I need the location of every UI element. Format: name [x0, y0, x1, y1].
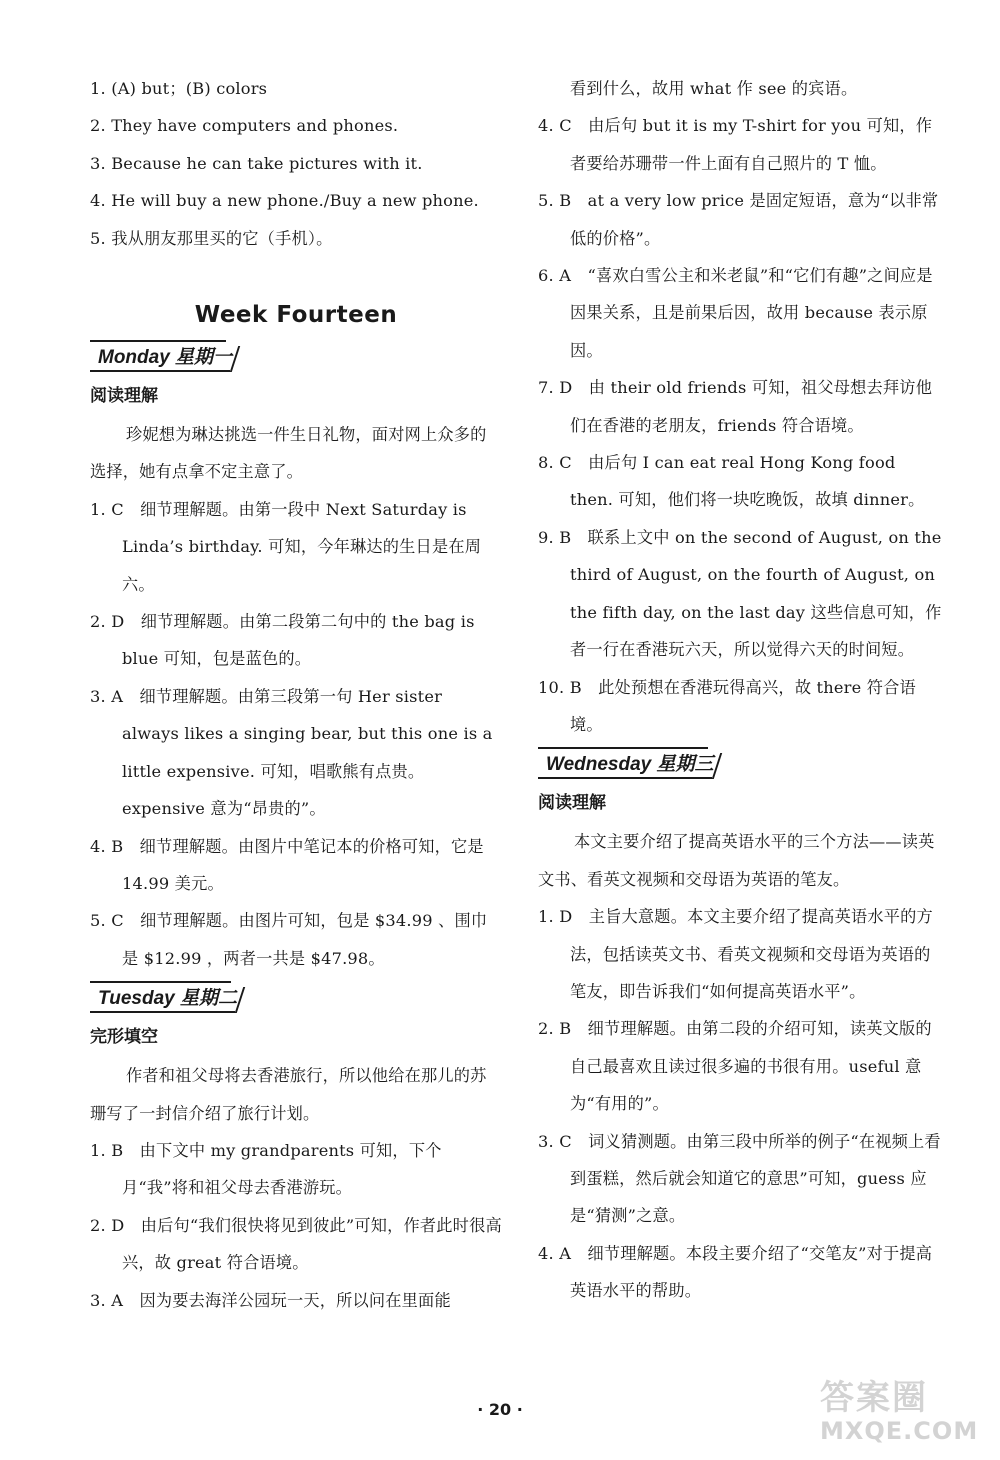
answer-line: 1. (A) but；(B) colors: [90, 79, 268, 98]
day-label-text: Wednesday 星期三: [546, 754, 714, 776]
day-label-wednesday: [538, 747, 722, 779]
answer-item: 3. A 因为要去海洋公园玩一天，所以问在里面能: [90, 1290, 451, 1310]
day-label-monday: [90, 340, 240, 372]
watermark: [820, 1378, 985, 1454]
left-column: [90, 70, 502, 1319]
answer-line: 3. Because he can take pictures with it.: [90, 153, 423, 173]
answer-item: 1. D 主旨大意题。本文主要介绍了提高英语水平的方法，包括读英文书、看英文视频和交母语为英语的笔友，即告诉我们“如何提高英语水平”。: [538, 907, 933, 1001]
section-intro: 本文主要介绍了提高英语水平的三个方法——读英文书、看英文视频和交母语为英语的笔友。: [538, 832, 935, 889]
answer-item: 6. A “喜欢白雪公主和米老鼠”和“它们有趣”之间应是因果关系，且是前果后因，故用 because 表示原因。: [538, 266, 933, 360]
answer-item: 4. C 由后句 but it is my T-shirt for you 可知，作者要给苏珊带一件上面有自己照片的 T 恤。: [538, 116, 933, 173]
right-column: [538, 70, 943, 1310]
answer-continuation: 看到什么，故用 what 作 see 的宾语。: [570, 79, 858, 98]
answer-item: 3. C 词义猜测题。由第三段中所举的例子“在视频上看到蛋糕，然后就会知道它的意思”可知，guess 应是“猜测”之意。: [538, 1131, 941, 1226]
answer-item: 9. B 联系上文中 on the second of August, on the third of August, on the fourth of August, on the fifth day, on the last day 这些信息可知，作者一行在香港玩六天，所以觉得六天的时间短。: [538, 527, 942, 660]
answer-line: 5. 我从朋友那里买的它（手机）。: [90, 228, 333, 248]
answer-item: 5. C 细节理解题。由图片可知，包是 $34.99 、围巾是 $12.99 ，两者一共是 $47.98。: [90, 911, 488, 968]
day-label-tuesday: [90, 981, 245, 1013]
answer-item: 4. A 细节理解题。本段主要介绍了“交笔友”对于提高英语水平的帮助。: [538, 1243, 933, 1301]
section-intro: 作者和祖父母将去香港旅行，所以他给在那儿的苏珊写了一封信介绍了旅行计划。: [90, 1066, 487, 1123]
answer-item: 7. D 由 their old friends 可知，祖父母想去拜访他们在香港的老朋友，friends 符合语境。: [538, 378, 933, 435]
answer-item: 2. B 细节理解题。由第二段的介绍可知，读英文版的自己最喜欢且读过很多遍的书很有用。useful 意为“有用的”。: [538, 1019, 932, 1114]
answer-line: 4. He will buy a new phone./Buy a new phone.: [90, 191, 479, 211]
section-heading: 阅读理解: [538, 793, 606, 814]
watermark-text: MXQE.COM: [820, 1417, 979, 1445]
day-label-text: Tuesday 星期二: [98, 988, 238, 1010]
answer-list-top: [90, 70, 502, 257]
answer-item: 3. A 细节理解题。由第三段第一句 Her sister always likes a singing bear, but this one is a little expensive. 可知，唱歌熊有点贵。expensive 意为“昂贵的”。: [90, 686, 493, 819]
answer-item: 10. B 此处预想在香港玩得高兴，故 there 符合语境。: [538, 677, 916, 734]
answer-item: 1. C 细节理解题。由第一段中 Next Saturday is Linda’s birthday. 可知，今年琳达的生日是在周六。: [90, 499, 482, 594]
answer-item: 4. B 细节理解题。由图片中笔记本的价格可知，它是 14.99 美元。: [90, 836, 484, 893]
day-label-text: Monday 星期一: [98, 347, 233, 369]
answer-item: 2. D 由后句“我们很快将见到彼此”可知，作者此时很高兴，故 great 符合语境。: [90, 1215, 502, 1273]
section-heading: 阅读理解: [90, 386, 158, 407]
watermark-logo: 答案圈: [820, 1378, 928, 1418]
answer-item: 2. D 细节理解题。由第二段第二句中的 the bag is blue 可知，包是蓝色的。: [90, 612, 475, 669]
section-heading: 完形填空: [90, 1027, 158, 1048]
answer-item: 8. C 由后句 I can eat real Hong Kong food then. 可知，他们将一块吃晚饭，故填 dinner。: [538, 453, 925, 510]
answer-item: 1. B 由下文中 my grandparents 可知，下个月“我”将和祖父母去香港游玩。: [90, 1140, 442, 1198]
page-number: · 20 ·: [477, 1400, 523, 1419]
section-intro: 珍妮想为琳达挑选一件生日礼物，面对网上众多的选择，她有点拿不定主意了。: [90, 425, 487, 482]
week-title: Week Fourteen: [194, 302, 398, 329]
answer-line: 2. They have computers and phones.: [90, 116, 399, 136]
answer-item: 5. B at a very low price 是固定短语，意为“以非常低的价格”。: [538, 191, 939, 248]
